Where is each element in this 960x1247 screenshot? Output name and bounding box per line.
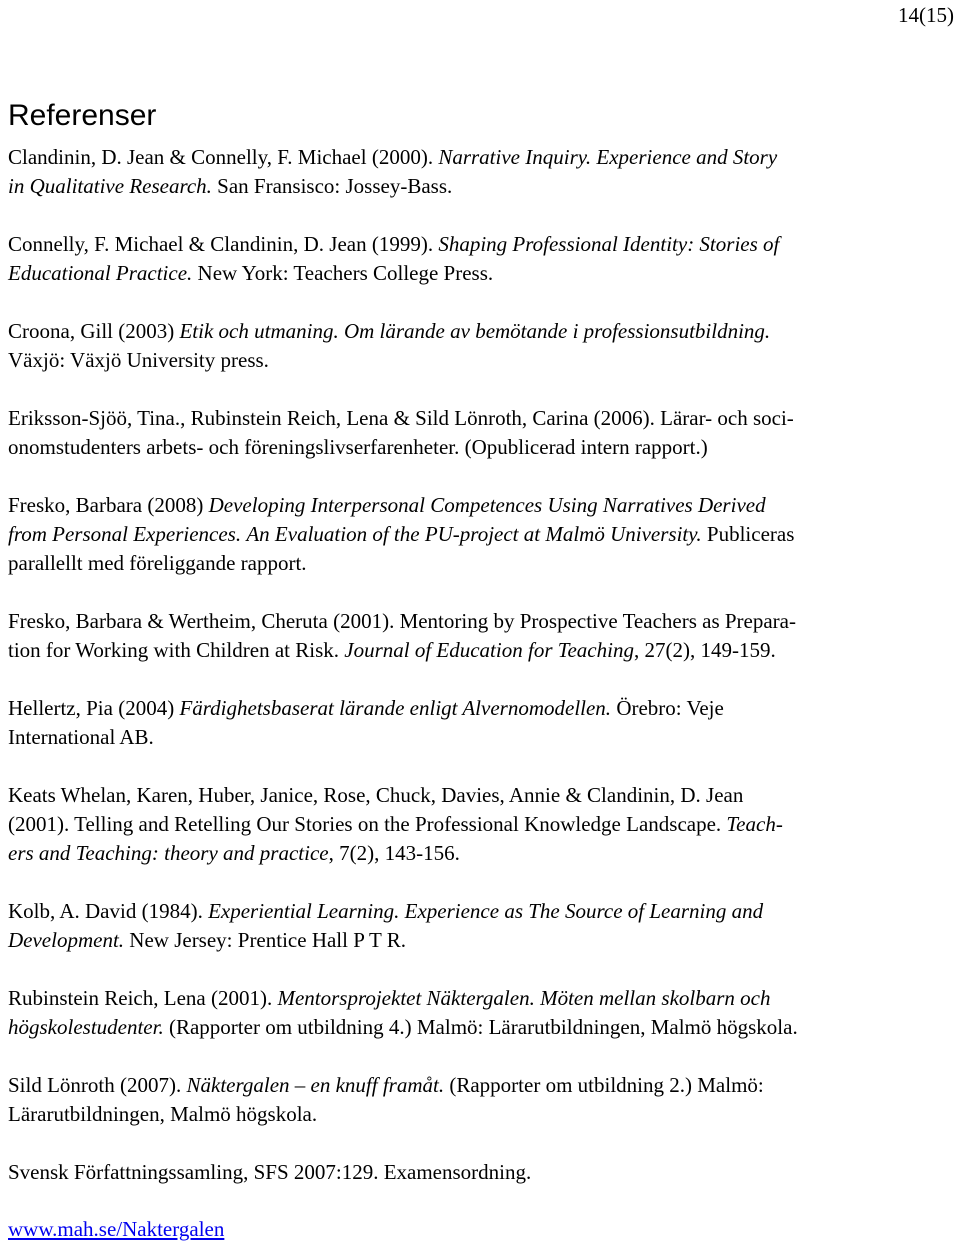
reference-title-text: högskolestudenter. bbox=[8, 1015, 164, 1039]
reference-item bbox=[8, 607, 956, 665]
reference-line bbox=[8, 839, 956, 868]
reference-text: San Fransisco: Jossey-Bass. bbox=[211, 174, 453, 198]
reference-item bbox=[8, 491, 956, 578]
reference-text: Fresko, Barbara (2008) bbox=[8, 493, 209, 517]
reference-text: , 27(2), 149-159. bbox=[633, 638, 776, 662]
reference-text: Clandinin, D. Jean & Connelly, F. Michael (2000). bbox=[8, 145, 439, 169]
reference-line bbox=[8, 491, 956, 520]
reference-text: Sild Lönroth (2007). bbox=[8, 1073, 187, 1097]
reference-text: Fresko, Barbara & Wertheim, Cheruta (2001). Mentoring by Prospective Teachers as Prepara- bbox=[8, 609, 796, 633]
reference-item bbox=[8, 984, 956, 1042]
reference-text: (2001). Telling and Retelling Our Stories on the Professional Knowledge Landscape. bbox=[8, 812, 727, 836]
reference-text: Hellertz, Pia (2004) bbox=[8, 696, 180, 720]
reference-text: Connelly, F. Michael & Clandinin, D. Jean (1999). bbox=[8, 232, 439, 256]
reference-line bbox=[8, 259, 956, 288]
reference-line bbox=[8, 1158, 956, 1187]
reference-text: Keats Whelan, Karen, Huber, Janice, Rose, Chuck, Davies, Annie & Clandinin, D. Jean bbox=[8, 783, 744, 807]
reference-line bbox=[8, 984, 956, 1013]
reference-title-text: Experiential Learning. Experience as The Source of Learning and bbox=[208, 899, 764, 923]
reference-text: parallellt med föreliggande rapport. bbox=[8, 551, 307, 575]
reference-text: Kolb, A. David (1984). bbox=[8, 899, 209, 923]
reference-text: tion for Working with Children at Risk. bbox=[8, 638, 345, 662]
reference-text: (Rapporter om utbildning 4.) Malmö: Lärarutbildningen, Malmö högskola. bbox=[163, 1015, 798, 1039]
reference-line bbox=[8, 897, 956, 926]
reference-line bbox=[8, 723, 956, 752]
reference-text: Svensk Författningssamling, SFS 2007:129. Examensordning. bbox=[8, 1160, 532, 1184]
reference-title-text: Educational Practice. bbox=[8, 261, 193, 285]
reference-title-text: Development. bbox=[8, 928, 125, 952]
reference-line bbox=[8, 1100, 956, 1129]
page-number: 14(15) bbox=[898, 3, 954, 27]
reference-title-text: Etik och utmaning. bbox=[179, 319, 339, 343]
reference-line bbox=[8, 346, 956, 375]
reference-title-text: in Qualitative Research. bbox=[8, 174, 212, 198]
reference-line bbox=[8, 317, 956, 346]
reference-item bbox=[8, 143, 956, 201]
reference-line bbox=[8, 694, 956, 723]
reference-line bbox=[8, 520, 956, 549]
reference-text: New York: Teachers College Press. bbox=[192, 261, 494, 285]
reference-item bbox=[8, 1158, 956, 1187]
reference-title-text: Om lärande av bemötande i professionsutbildning. bbox=[343, 319, 771, 343]
reference-item bbox=[8, 1071, 956, 1129]
reference-item bbox=[8, 404, 956, 462]
page-title: Referenser bbox=[8, 99, 157, 132]
reference-text: Lärarutbildningen, Malmö högskola. bbox=[8, 1102, 318, 1126]
reference-item bbox=[8, 230, 956, 288]
reference-text: Örebro: Veje bbox=[611, 696, 724, 720]
reference-text: Croona, Gill (2003) bbox=[8, 319, 180, 343]
website-link[interactable]: www.mah.se/Naktergalen bbox=[8, 1217, 225, 1241]
reference-line bbox=[8, 781, 956, 810]
reference-line bbox=[8, 549, 956, 578]
reference-line bbox=[8, 810, 956, 839]
reference-line bbox=[8, 607, 956, 636]
reference-line bbox=[8, 1013, 956, 1042]
reference-title-text: Färdighetsbaserat lärande enligt Alvernomodellen. bbox=[179, 696, 612, 720]
reference-text: New Jersey: Prentice Hall P T R. bbox=[124, 928, 406, 952]
reference-line bbox=[8, 143, 956, 172]
reference-title-text: An Evaluation of the PU-project at Malmö University. bbox=[246, 522, 702, 546]
reference-text: Eriksson-Sjöö, Tina., Rubinstein Reich, Lena & Sild Lönroth, Carina (2006). Lärar- och soci- bbox=[8, 406, 794, 430]
reference-text: Rubinstein Reich, Lena (2001). bbox=[8, 986, 278, 1010]
reference-line bbox=[8, 230, 956, 259]
reference-item bbox=[8, 781, 956, 868]
reference-text: , 7(2), 143-156. bbox=[328, 841, 460, 865]
reference-title-text: Mentorsprojektet Näktergalen. Möten mellan skolbarn och bbox=[277, 986, 771, 1010]
reference-line bbox=[8, 926, 956, 955]
reference-title-text: Näktergalen – en knuff framåt. bbox=[186, 1073, 445, 1097]
reference-text: International AB. bbox=[8, 725, 154, 749]
reference-text: Växjö: Växjö University press. bbox=[8, 348, 269, 372]
reference-list bbox=[8, 143, 956, 1216]
reference-line bbox=[8, 636, 956, 665]
reference-line bbox=[8, 1071, 956, 1100]
reference-title-text: Shaping Professional Identity: Stories of bbox=[438, 232, 780, 256]
reference-line bbox=[8, 404, 956, 433]
reference-text: (Rapporter om utbildning 2.) Malmö: bbox=[444, 1073, 764, 1097]
reference-title-text: from Personal Experiences. bbox=[8, 522, 242, 546]
reference-item bbox=[8, 317, 956, 375]
reference-title-text: Teach- bbox=[726, 812, 783, 836]
reference-line bbox=[8, 433, 956, 462]
reference-item bbox=[8, 897, 956, 955]
reference-title-text: Narrative Inquiry. Experience and Story bbox=[438, 145, 778, 169]
reference-item bbox=[8, 694, 956, 752]
reference-text: onomstudenters arbets- och föreningslivserfarenheter. (Opublicerad intern rapport.) bbox=[8, 435, 708, 459]
reference-title-text: Developing Interpersonal Competences Using Narratives Derived bbox=[208, 493, 766, 517]
reference-line bbox=[8, 172, 956, 201]
reference-title-text: Journal of Education for Teaching bbox=[344, 638, 634, 662]
reference-text: Publiceras bbox=[701, 522, 795, 546]
reference-title-text: ers and Teaching: theory and practice bbox=[8, 841, 329, 865]
